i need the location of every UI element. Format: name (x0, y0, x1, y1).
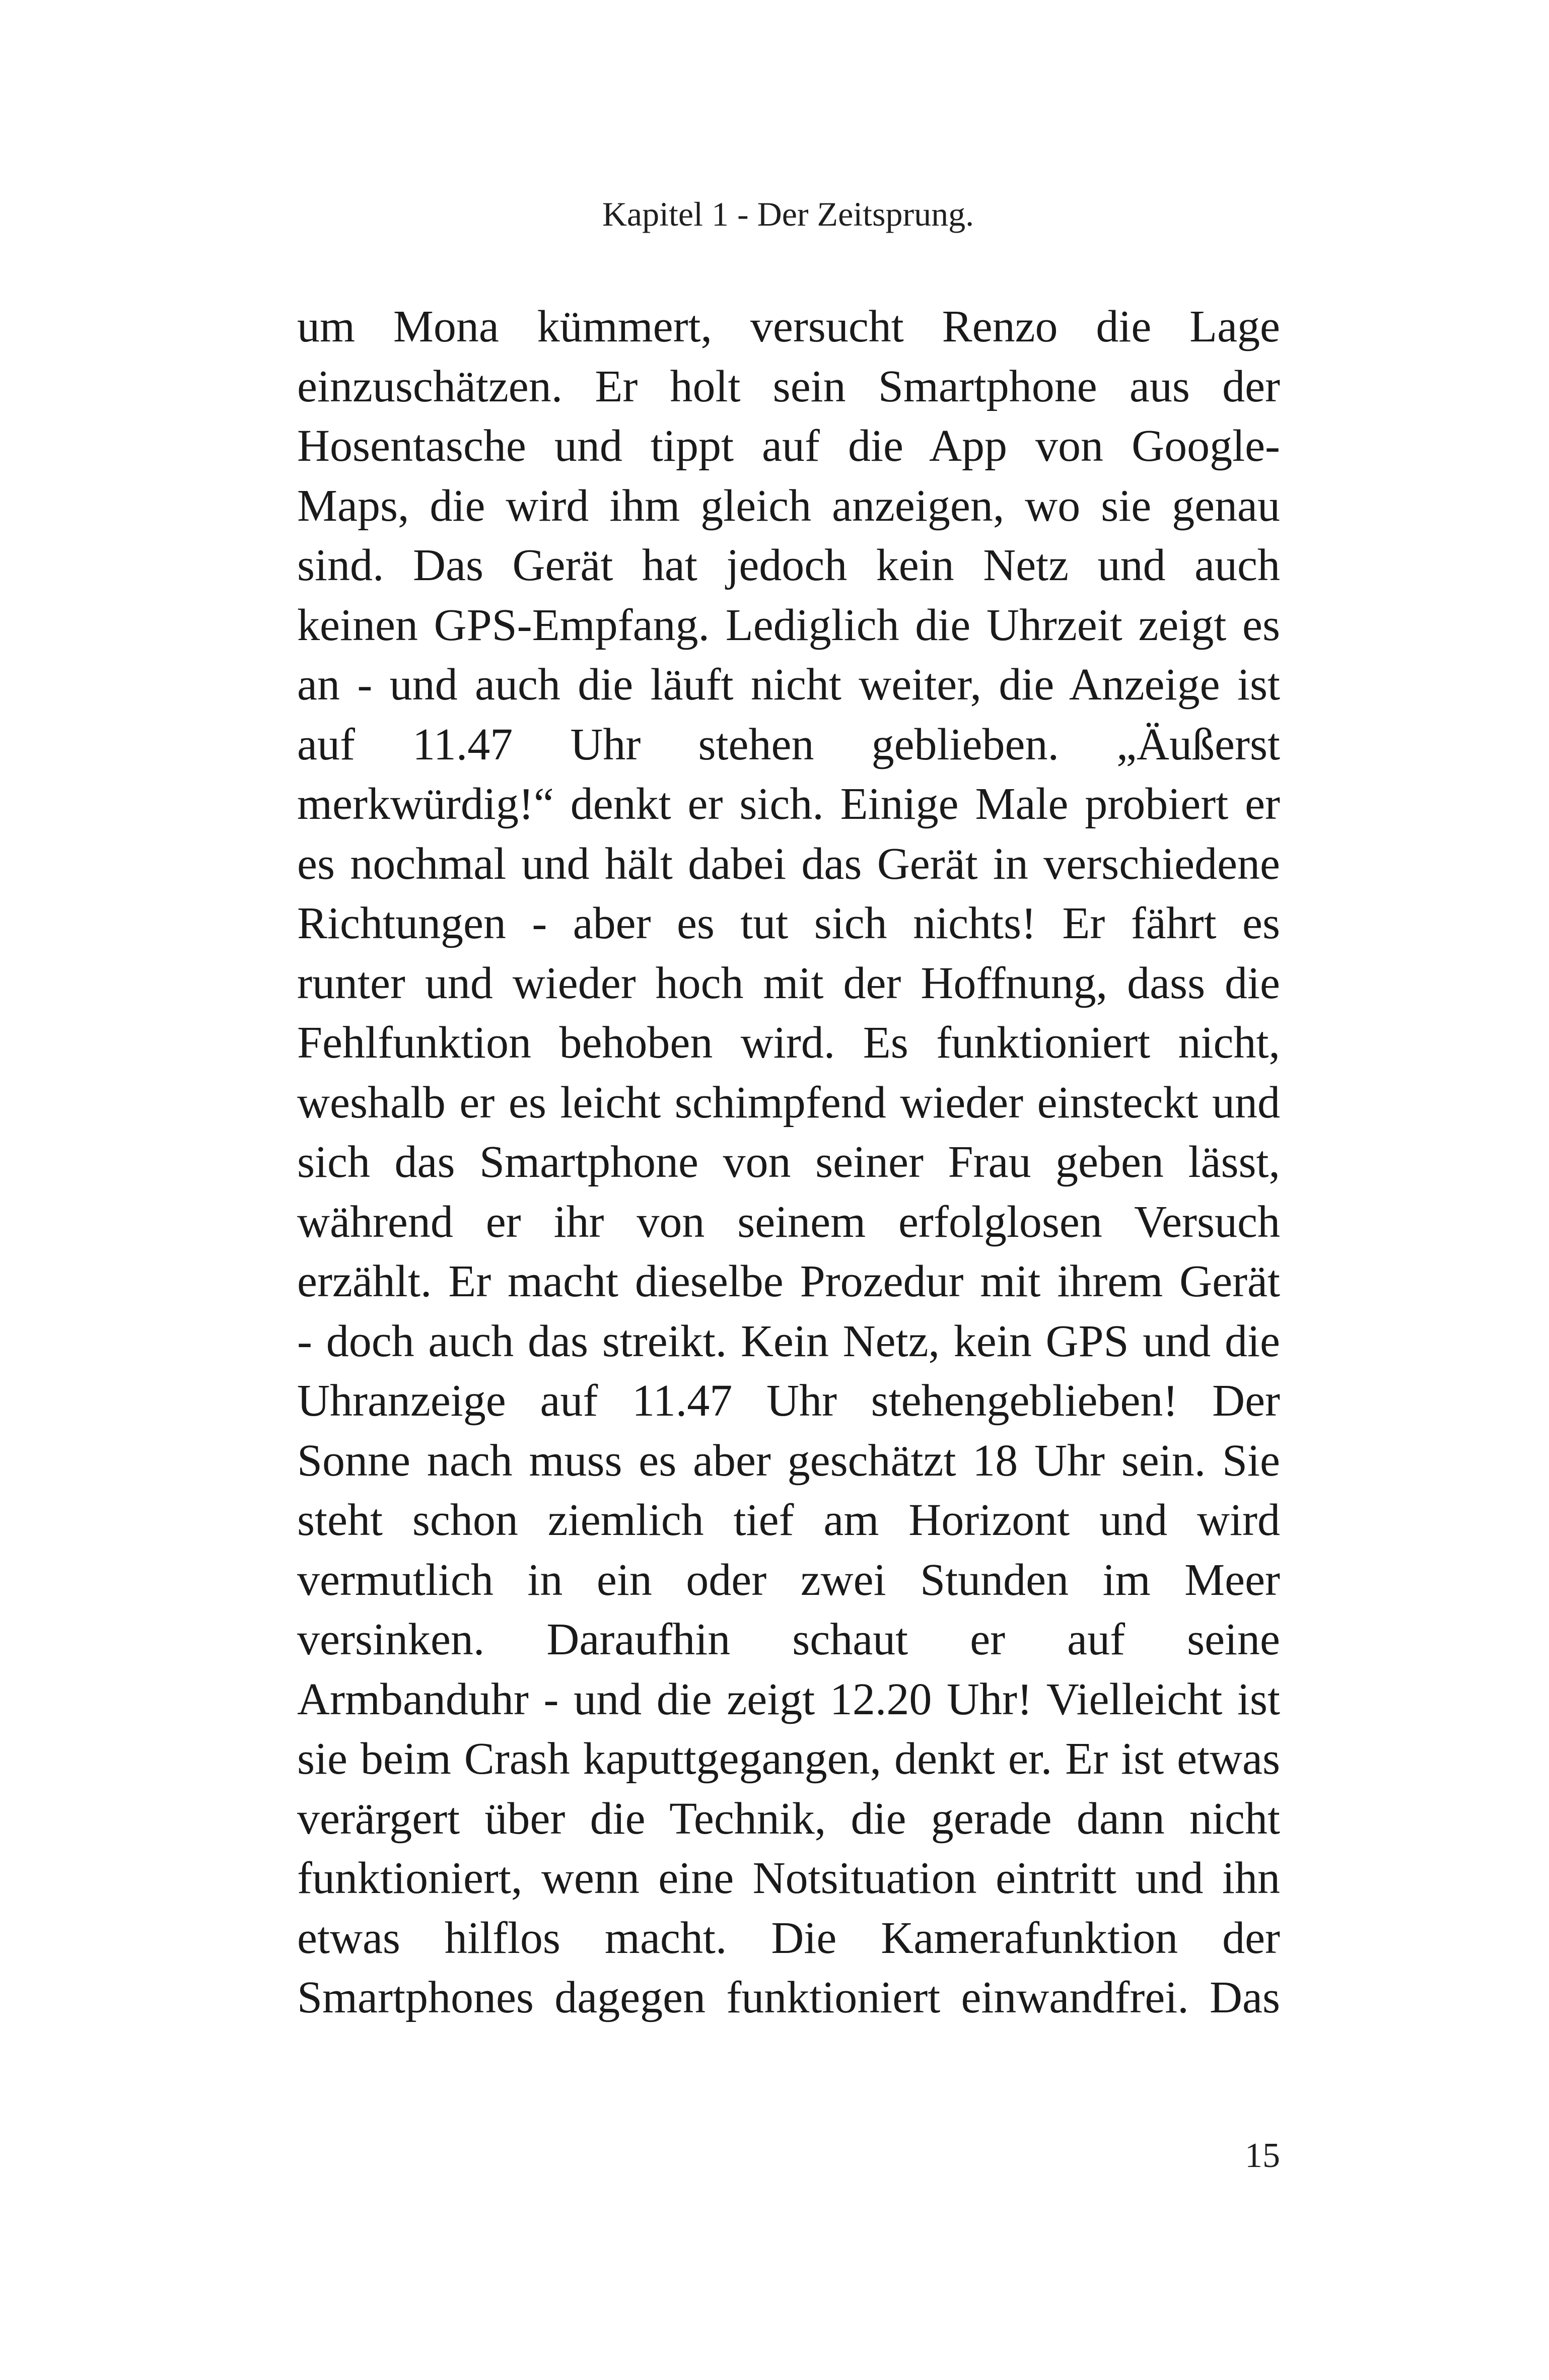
text-line: Armbanduhr - und die zeigt 12.20 Uhr! Vielleicht ist (297, 1674, 1280, 1724)
text-line: versinken. Daraufhin schaut er auf seine (297, 1615, 1280, 1664)
text-line: sind. Das Gerät hat jedoch kein Netz und auch (297, 540, 1280, 590)
text-line: sie beim Crash kaputtgegangen, denkt er. Er ist etwas (297, 1734, 1280, 1784)
text-line: einzuschätzen. Er holt sein Smartphone aus der (297, 361, 1280, 411)
text-line: während er ihr von seinem erfolglosen Versuch (297, 1197, 1280, 1247)
text-line: an - und auch die läuft nicht weiter, die Anzeige ist (297, 660, 1280, 710)
text-line: - doch auch das streikt. Kein Netz, kein GPS und die (297, 1316, 1280, 1366)
text-line: Hosentasche und tippt auf die App von Google- (297, 421, 1280, 471)
text-line: Richtungen - aber es tut sich nichts! Er fährt es (297, 898, 1280, 948)
text-line: um Mona kümmert, versucht Renzo die Lage (297, 302, 1280, 352)
text-line: vermutlich in ein oder zwei Stunden im Meer (297, 1555, 1280, 1605)
text-line: etwas hilflos macht. Die Kamerafunktion der (297, 1913, 1280, 1963)
text-line: steht schon ziemlich tief am Horizont und wird (297, 1495, 1280, 1545)
text-line: Maps, die wird ihm gleich anzeigen, wo sie genau (297, 480, 1280, 531)
running-header: Kapitel 1 - Der Zeitsprung. (602, 195, 974, 233)
text-line: Sonne nach muss es aber geschätzt 18 Uhr sein. Sie (297, 1435, 1280, 1486)
text-line: merkwürdig!“ denkt er sich. Einige Male probiert er (297, 779, 1280, 829)
text-line: Uhranzeige auf 11.47 Uhr stehengeblieben! Der (297, 1376, 1280, 1426)
text-line: erzählt. Er macht dieselbe Prozedur mit ihrem Gerät (297, 1256, 1280, 1306)
text-line: Smartphones dagegen funktioniert einwandfrei. Das (297, 1973, 1280, 2022)
text-line: funktioniert, wenn eine Notsituation eintritt und ihn (297, 1853, 1280, 1903)
text-line: es nochmal und hält dabei das Gerät in verschiedene (297, 838, 1280, 889)
text-line: verärgert über die Technik, die gerade dann nicht (297, 1793, 1280, 1844)
page-number: 15 (1245, 2136, 1280, 2175)
text-line: sich das Smartphone von seiner Frau geben lässt, (297, 1137, 1280, 1187)
text-line: auf 11.47 Uhr stehen geblieben. „Äußerst (297, 719, 1280, 769)
text-line: weshalb er es leicht schimpfend wieder einsteckt und (297, 1077, 1280, 1128)
text-line: Fehlfunktion behoben wird. Es funktioniert nicht, (297, 1018, 1280, 1068)
body-text (297, 297, 1280, 2028)
text-line: runter und wieder hoch mit der Hoffnung, dass die (297, 958, 1280, 1008)
text-line: keinen GPS-Empfang. Lediglich die Uhrzeit zeigt es (297, 600, 1280, 650)
